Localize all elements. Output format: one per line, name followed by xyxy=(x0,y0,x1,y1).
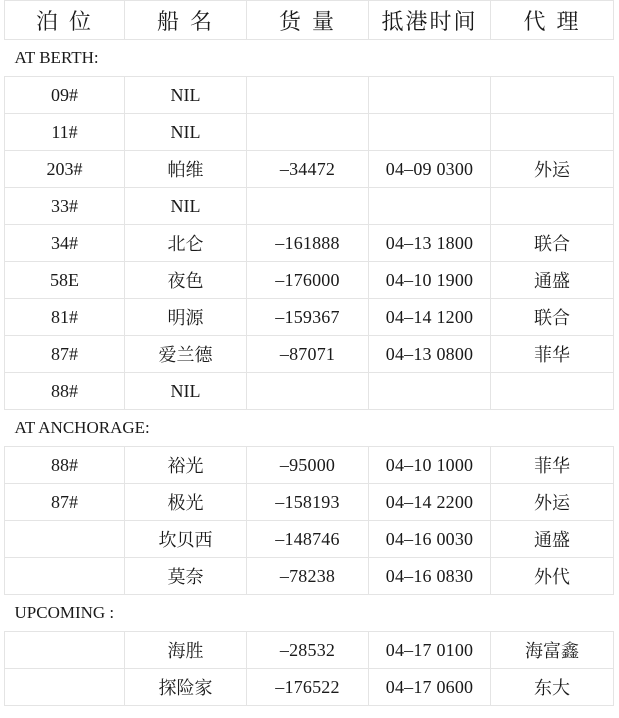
berth-schedule-table xyxy=(4,0,614,706)
header-ship: 船 名 xyxy=(125,1,247,40)
cell-cargo: –159367 xyxy=(247,299,369,336)
cell-eta: 04–09 0300 xyxy=(369,151,491,188)
cell-berth: 81# xyxy=(5,299,125,336)
section-label-at-anchorage: AT ANCHORAGE: xyxy=(14,418,150,437)
section-label-at-berth: AT BERTH: xyxy=(14,48,99,67)
cell-eta: 04–14 1200 xyxy=(369,299,491,336)
cell-eta: 04–16 0830 xyxy=(369,558,491,595)
cell-berth: 87# xyxy=(5,484,125,521)
cell-cargo: –176522 xyxy=(247,669,369,706)
cell-eta xyxy=(369,77,491,114)
cell-ship: 莫奈 xyxy=(125,558,247,595)
table-row xyxy=(5,77,614,114)
cell-agent: 海富鑫 xyxy=(491,632,614,669)
cell-ship: 夜色 xyxy=(125,262,247,299)
cell-ship: NIL xyxy=(125,77,247,114)
cell-cargo: –78238 xyxy=(247,558,369,595)
cell-ship: 爱兰德 xyxy=(125,336,247,373)
cell-agent: 外代 xyxy=(491,558,614,595)
cell-agent: 通盛 xyxy=(491,521,614,558)
cell-eta: 04–17 0600 xyxy=(369,669,491,706)
cell-agent: 菲华 xyxy=(491,447,614,484)
header-eta: 抵港时间 xyxy=(369,1,491,40)
cell-berth: 87# xyxy=(5,336,125,373)
table-row xyxy=(5,336,614,373)
table-row xyxy=(5,299,614,336)
section-label-upcoming: UPCOMING : xyxy=(14,603,115,622)
cell-cargo: –34472 xyxy=(247,151,369,188)
cell-agent: 联合 xyxy=(491,225,614,262)
cell-agent xyxy=(491,77,614,114)
cell-cargo: –28532 xyxy=(247,632,369,669)
cell-eta xyxy=(369,373,491,410)
table-row xyxy=(5,558,614,595)
cell-ship: 极光 xyxy=(125,484,247,521)
cell-cargo: –161888 xyxy=(247,225,369,262)
cell-berth: 34# xyxy=(5,225,125,262)
cell-berth: 203# xyxy=(5,151,125,188)
cell-eta: 04–14 2200 xyxy=(369,484,491,521)
cell-agent: 菲华 xyxy=(491,336,614,373)
cell-agent xyxy=(491,114,614,151)
cell-cargo: –95000 xyxy=(247,447,369,484)
cell-berth xyxy=(5,632,125,669)
table-row xyxy=(5,151,614,188)
cell-cargo: –158193 xyxy=(247,484,369,521)
cell-ship: 坎贝西 xyxy=(125,521,247,558)
table-row xyxy=(5,669,614,706)
cell-ship: 帕维 xyxy=(125,151,247,188)
table-row xyxy=(5,188,614,225)
cell-agent: 外运 xyxy=(491,484,614,521)
cell-ship: 北仑 xyxy=(125,225,247,262)
cell-agent: 通盛 xyxy=(491,262,614,299)
section-row-at-berth xyxy=(5,40,614,77)
table-row xyxy=(5,114,614,151)
cell-cargo xyxy=(247,114,369,151)
section-row-upcoming xyxy=(5,595,614,632)
cell-agent: 联合 xyxy=(491,299,614,336)
cell-eta: 04–16 0030 xyxy=(369,521,491,558)
cell-eta xyxy=(369,114,491,151)
cell-ship: 海胜 xyxy=(125,632,247,669)
table-row xyxy=(5,262,614,299)
cell-eta: 04–13 1800 xyxy=(369,225,491,262)
cell-cargo xyxy=(247,188,369,225)
cell-berth: 33# xyxy=(5,188,125,225)
header-agent: 代 理 xyxy=(491,1,614,40)
table-row xyxy=(5,521,614,558)
cell-ship: NIL xyxy=(125,188,247,225)
cell-berth: 09# xyxy=(5,77,125,114)
cell-cargo: –148746 xyxy=(247,521,369,558)
cell-cargo: –176000 xyxy=(247,262,369,299)
cell-ship: NIL xyxy=(125,114,247,151)
header-berth: 泊 位 xyxy=(5,1,125,40)
cell-berth: 58E xyxy=(5,262,125,299)
table-row xyxy=(5,484,614,521)
cell-ship: 裕光 xyxy=(125,447,247,484)
cell-eta xyxy=(369,188,491,225)
cell-berth xyxy=(5,521,125,558)
cell-eta: 04–10 1000 xyxy=(369,447,491,484)
cell-cargo: –87071 xyxy=(247,336,369,373)
cell-berth xyxy=(5,669,125,706)
cell-ship: NIL xyxy=(125,373,247,410)
table-row xyxy=(5,447,614,484)
cell-eta: 04–13 0800 xyxy=(369,336,491,373)
section-row-at-anchorage xyxy=(5,410,614,447)
cell-agent: 外运 xyxy=(491,151,614,188)
table-row xyxy=(5,373,614,410)
cell-eta: 04–17 0100 xyxy=(369,632,491,669)
cell-berth xyxy=(5,558,125,595)
cell-agent: 东大 xyxy=(491,669,614,706)
cell-berth: 88# xyxy=(5,373,125,410)
cell-ship: 探险家 xyxy=(125,669,247,706)
cell-cargo xyxy=(247,77,369,114)
table-row xyxy=(5,225,614,262)
cell-berth: 88# xyxy=(5,447,125,484)
cell-cargo xyxy=(247,373,369,410)
cell-ship: 明源 xyxy=(125,299,247,336)
cell-berth: 11# xyxy=(5,114,125,151)
header-cargo: 货 量 xyxy=(247,1,369,40)
cell-eta: 04–10 1900 xyxy=(369,262,491,299)
cell-agent xyxy=(491,373,614,410)
table-row xyxy=(5,632,614,669)
cell-agent xyxy=(491,188,614,225)
header-row xyxy=(5,1,614,40)
